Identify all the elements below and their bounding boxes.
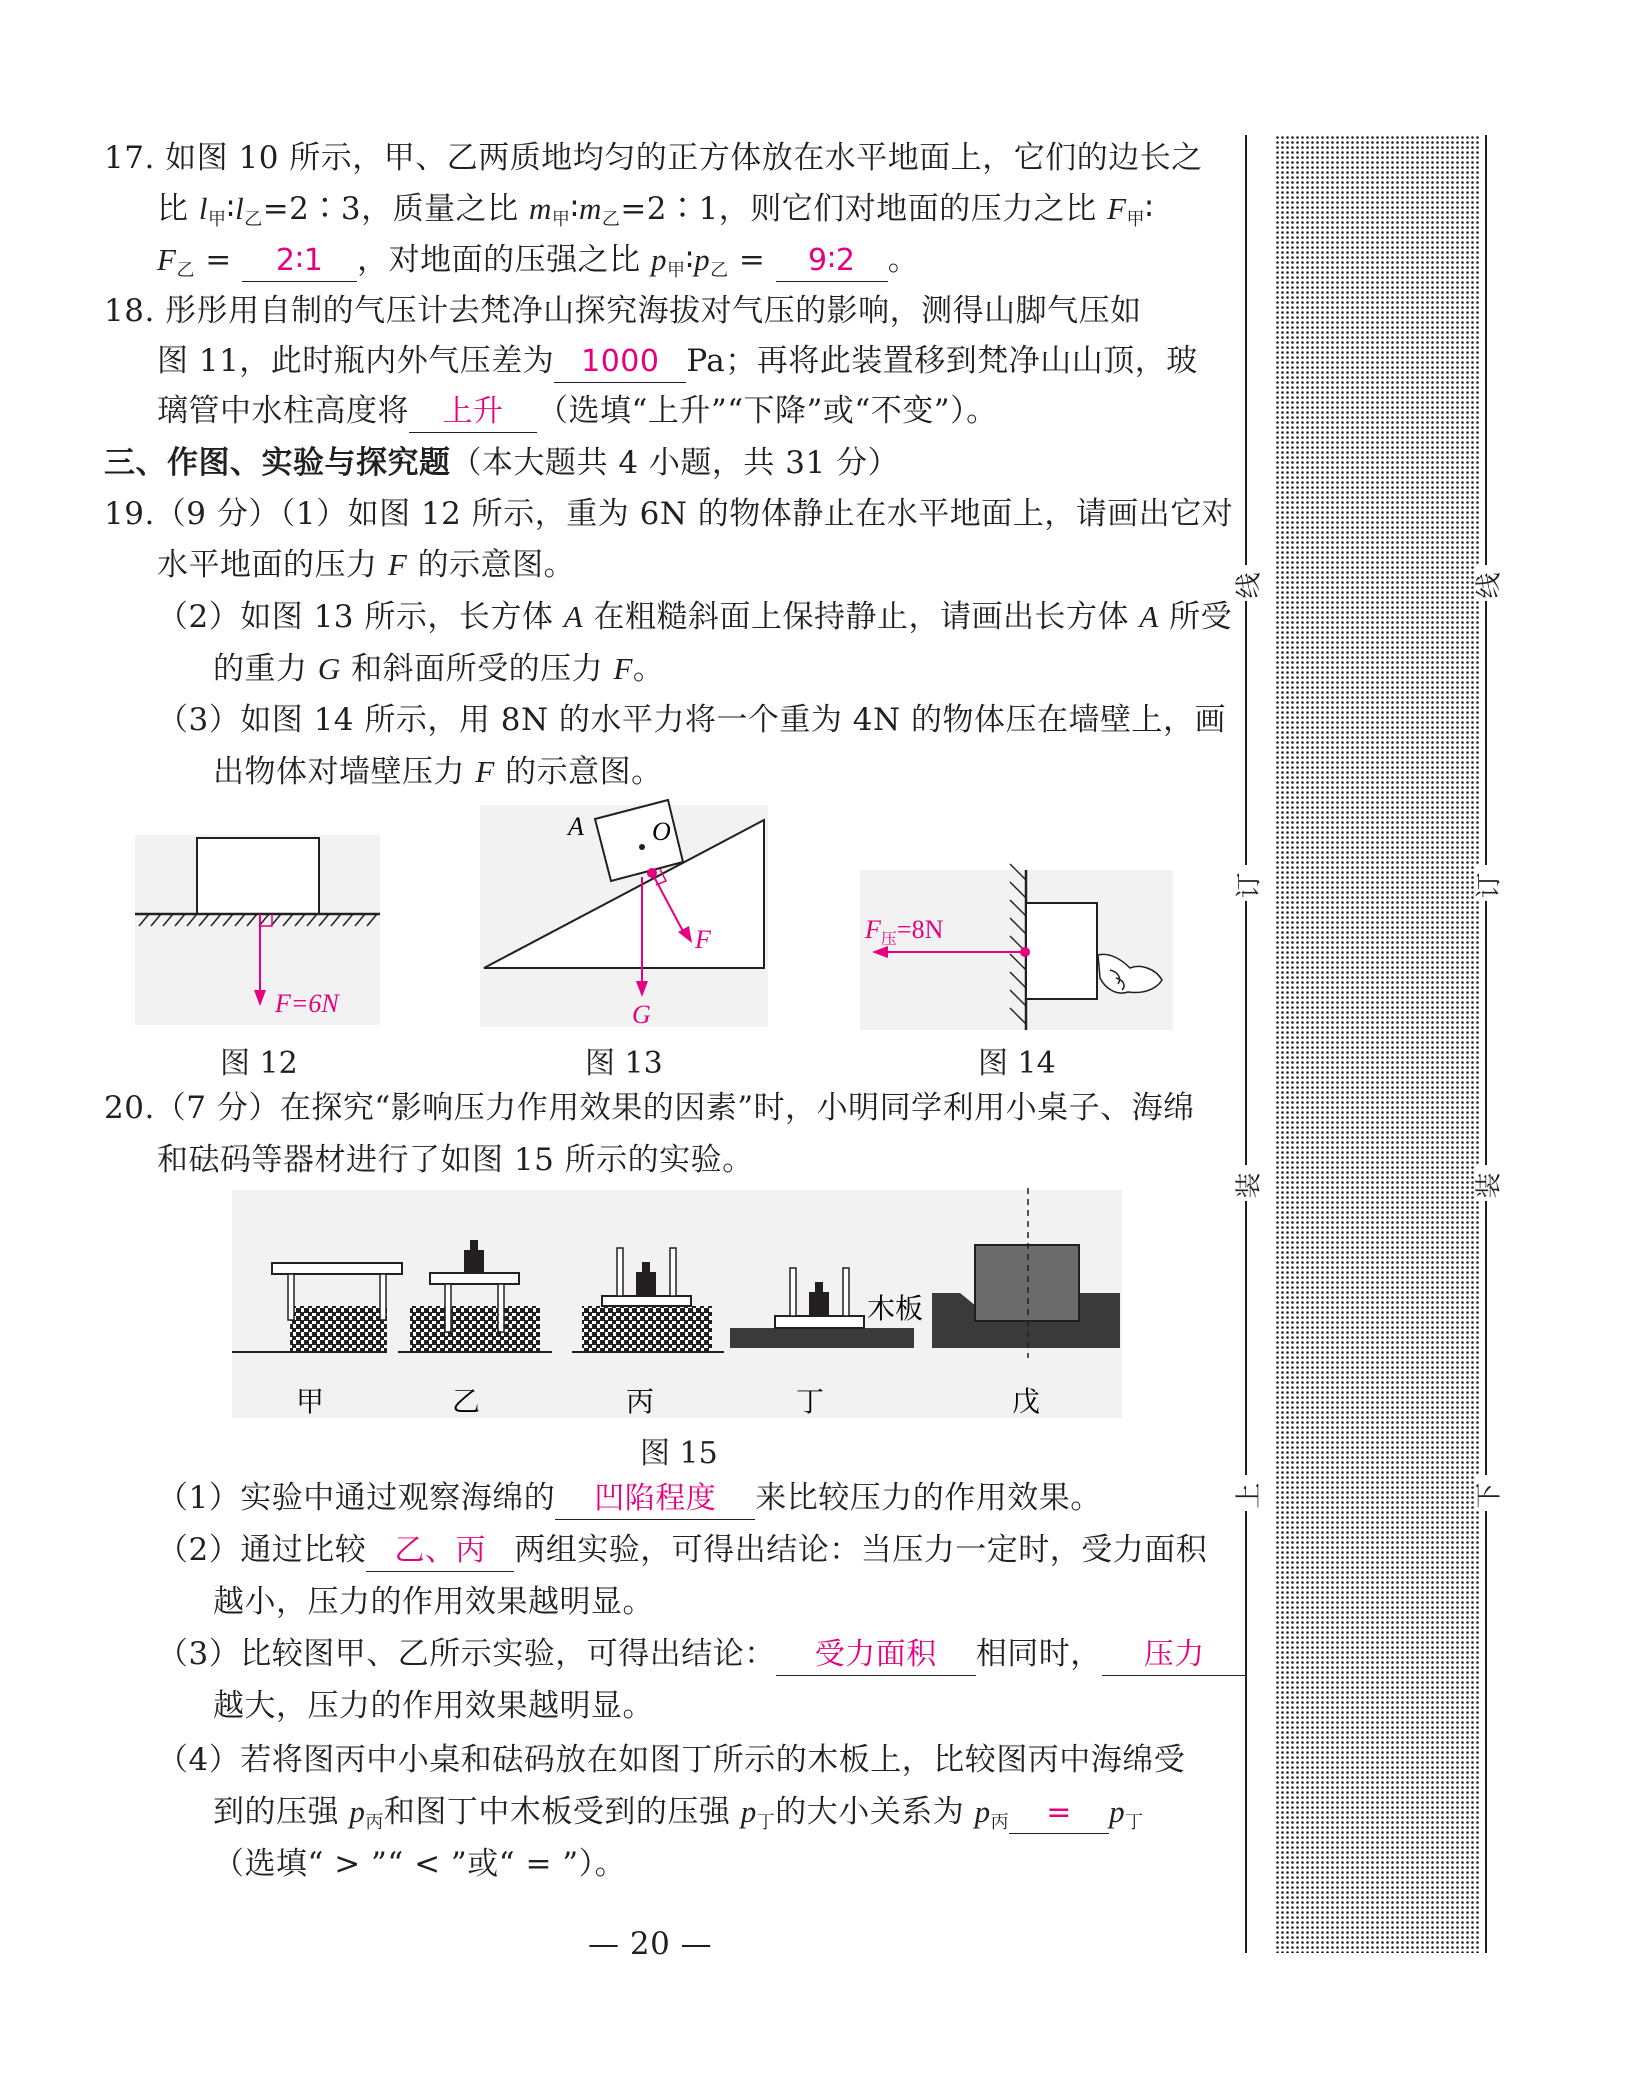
fig14-force-label: $F_压=8N$ — [865, 915, 944, 948]
figure-12 — [135, 830, 385, 1030]
q20-answer-2: 乙、丙 — [366, 1531, 514, 1572]
q20-s1: （1）实验中通过观察海绵的 凹陷程度 来比较压力的作用效果。 — [157, 1478, 1102, 1520]
page-number: — 20 — — [588, 1926, 713, 1962]
label-jia: 甲 — [296, 1385, 325, 1418]
figure-14 — [860, 860, 1180, 1030]
block — [197, 838, 319, 914]
board-label: 木板 — [867, 1292, 924, 1325]
binding-left-xian: 线 — [1234, 572, 1265, 599]
binding-left-ding: 订 — [1234, 872, 1265, 899]
fig13-G: G — [632, 1000, 651, 1029]
binding-left-zhuang: 装 — [1234, 1172, 1265, 1199]
q18-line3: 璃管中水柱高度将 上升 （选填“上升”“下降”或“不变”）。 — [157, 391, 998, 433]
q17-line1: 17. 如图 10 所示，甲、乙两质地均匀的正方体放在水平地面上，它们的边长之 — [104, 140, 1203, 176]
q19-line1: 19.（9 分）（1）如图 12 所示，重为 6N 的物体静止在水平地面上，请画出它对 — [104, 496, 1234, 532]
binding-left-shang: 上 — [1234, 1482, 1265, 1509]
q20-s2-line1: （2）通过比较 乙、丙 两组实验，可得出结论：当压力一定时，受力面积 — [157, 1530, 1207, 1572]
figure-15-caption: 图 15 — [640, 1436, 718, 1471]
section3-heading: 三、作图、实验与探究题（本大题共 4 小题，共 31 分） — [104, 445, 900, 481]
figure-12-caption: 图 12 — [220, 1046, 298, 1081]
block — [1026, 903, 1097, 999]
fig13-O: O — [652, 817, 671, 846]
q20-s4-line3: （选填“ > ”“ < ”或“ = ”）。 — [213, 1846, 627, 1882]
q20-line1: 20.（7 分）在探究“影响压力作用效果的因素”时，小明同学利用小桌子、海绵 — [104, 1090, 1195, 1126]
binding-right-ding: 订 — [1474, 872, 1505, 899]
q18-answer-pressure-diff: 1000 — [554, 342, 686, 383]
q20-s4-line2: 到的压强 $p_丙$和图丁中木板受到的压强 $p_丁$的大小关系为 $p_丙 = p_丁$ — [213, 1794, 1144, 1833]
label-ding: 丁 — [796, 1385, 825, 1418]
q20-line2: 和砝码等器材进行了如图 15 所示的实验。 — [157, 1142, 754, 1178]
q19-part3-line1: （3）如图 14 所示，用 8N 的水平力将一个重为 4N 的物体压在墙壁上，画 — [157, 702, 1226, 738]
label-bing: 丙 — [626, 1385, 655, 1418]
fig13-A: A — [568, 812, 584, 841]
figure-15 — [232, 1188, 1122, 1418]
figure-14-caption: 图 14 — [978, 1046, 1056, 1081]
q19-part2-line2: 的重力 G 和斜面所受的压力 F。 — [213, 651, 665, 687]
binding-right-xia: 下 — [1474, 1482, 1505, 1509]
binding-right-zhuang: 装 — [1474, 1172, 1505, 1199]
q18-answer-water-column: 上升 — [409, 392, 537, 433]
q19-line2: 水平地面的压力 F 的示意图。 — [157, 547, 576, 583]
q19-part3-line2: 出物体对墙壁压力 F 的示意图。 — [213, 754, 663, 790]
q20-answer-3b: 压力 — [1102, 1635, 1247, 1676]
q17-line2: 比 $l_甲∶l_乙=2∶3$，质量之比 $m_甲∶m_乙=2∶1$，则它们对地面的压力之比 $F_甲∶$ — [157, 191, 1154, 230]
q17-line3: $F_乙$ = 2∶1 ，对地面的压强之比 $p_甲∶p_乙$ = 9∶2 。 — [157, 242, 920, 281]
q17-answer-pressure-ratio: 9∶2 — [776, 241, 888, 282]
q19-part2-line1: （2）如图 13 所示，长方体 A 在粗糙斜面上保持静止，请画出长方体 A 所受 — [157, 599, 1233, 635]
fig12-force-label: F=6N — [275, 989, 339, 1018]
q18-line2: 图 11，此时瓶内外气压差为 1000 Pa；再将此装置移到梵净山山顶，玻 — [157, 341, 1198, 383]
q20-answer-1: 凹陷程度 — [555, 1479, 755, 1520]
figure-13 — [480, 805, 770, 1030]
fig13-F: F — [695, 925, 711, 954]
q20-s2-line2: 越小，压力的作用效果越明显。 — [213, 1584, 654, 1620]
q18-line1: 18. 彤彤用自制的气压计去梵净山探究海拔对气压的影响，测得山脚气压如 — [104, 293, 1142, 329]
binding-dotted-strip — [1245, 135, 1525, 1955]
label-yi: 乙 — [452, 1385, 481, 1418]
q20-answer-4: = — [1009, 1793, 1109, 1834]
label-wu: 戊 — [1012, 1385, 1041, 1418]
binding-right-xian: 线 — [1474, 572, 1505, 599]
q20-s3-line1: （3）比较图甲、乙所示实验，可得出结论： 受力面积 相同时， 压力 — [157, 1634, 1247, 1676]
q20-s3-line2: 越大，压力的作用效果越明显。 — [213, 1688, 654, 1724]
figure-13-caption: 图 13 — [585, 1046, 663, 1081]
q20-s4-line1: （4）若将图丙中小桌和砝码放在如图丁所示的木板上，比较图丙中海绵受 — [157, 1742, 1186, 1778]
q17-answer-force-ratio: 2∶1 — [242, 241, 357, 282]
q20-answer-3a: 受力面积 — [776, 1635, 976, 1676]
